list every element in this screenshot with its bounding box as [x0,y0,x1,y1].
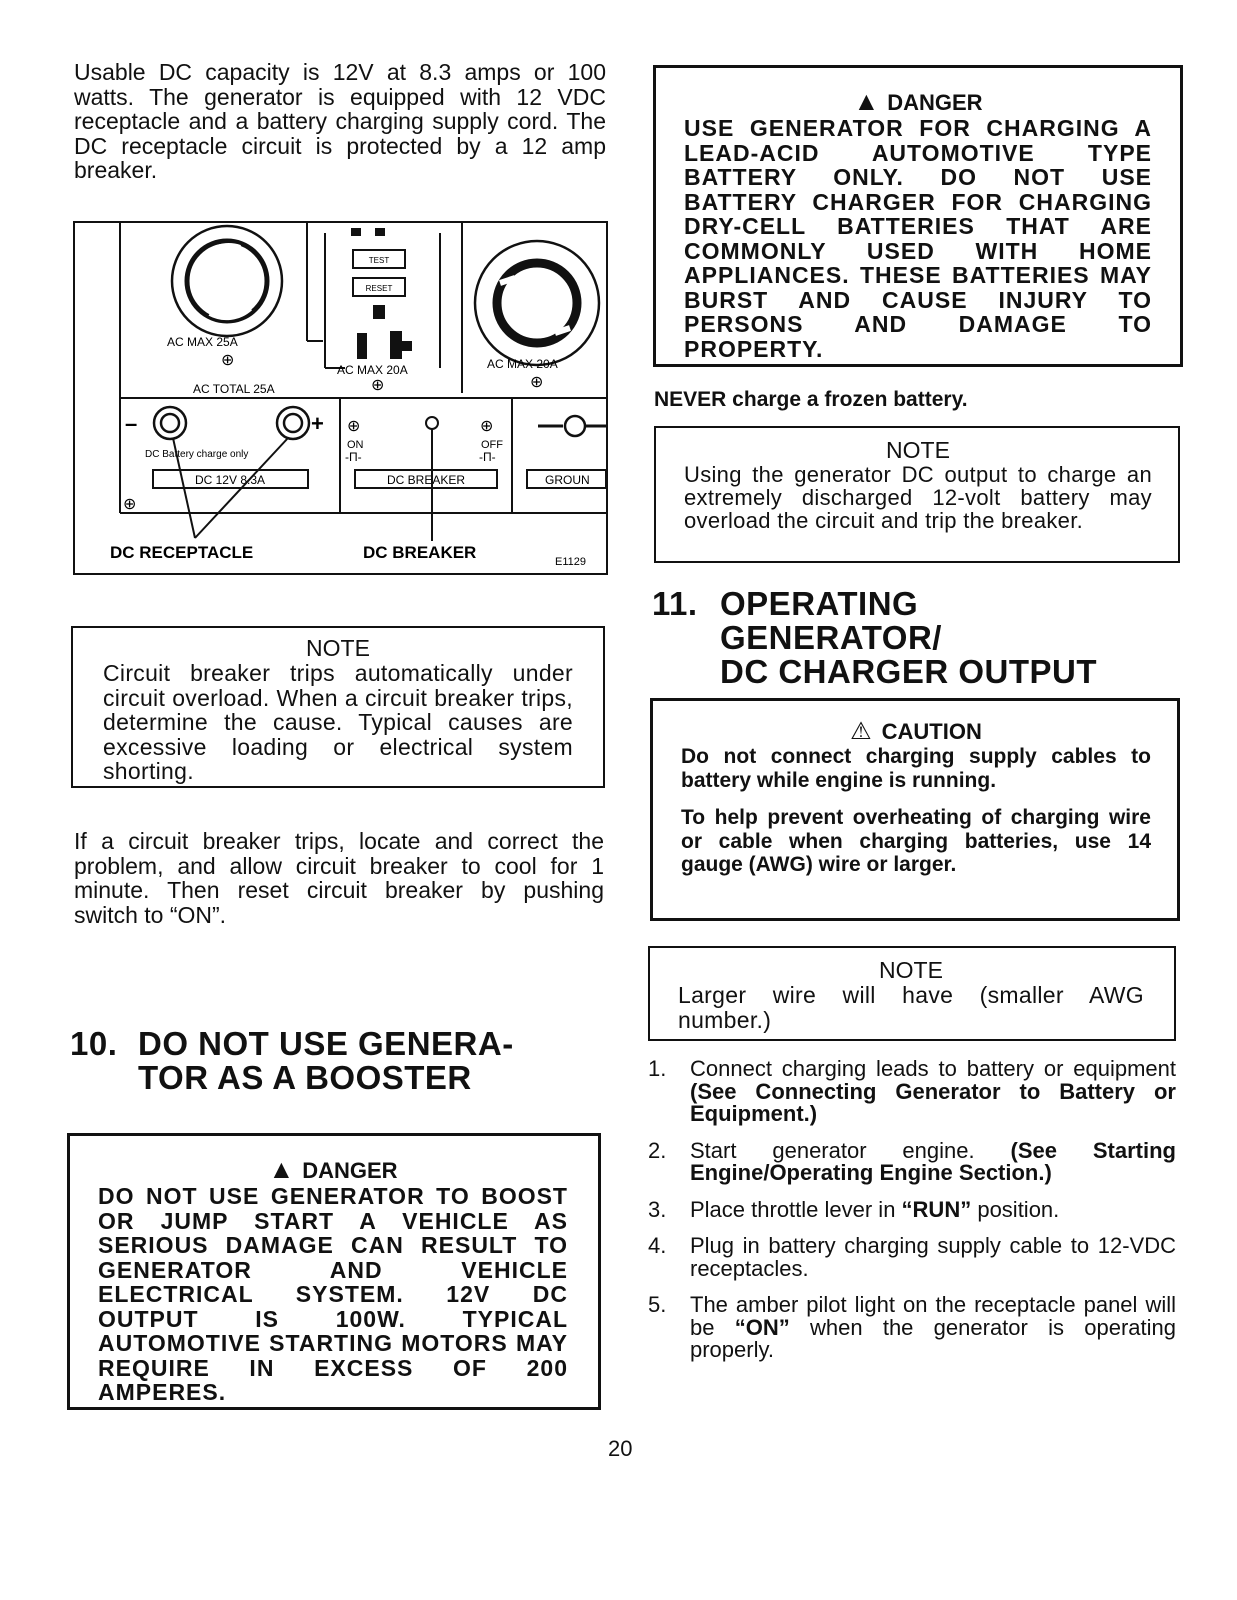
test-button-label: TEST [368,256,390,265]
ac-max-20a-right-label: AC MAX 20A [487,357,558,371]
step-text: position. [971,1196,1060,1222]
section-number: 10. [70,1025,118,1062]
danger-title: ▲ DANGER [853,86,983,116]
intro-paragraph: Usable DC capacity is 12V at 8.3 amps or 100 watts. The generator is equipped with 12 VDC receptacle and a battery charging supply cord. The DC receptacle circuit is protected by a 12 amp breaker. [74,59,606,183]
step-item [648,1235,1176,1280]
svg-text:⊕: ⊕ [480,418,494,435]
step-text: The amber pilot light on the receptacle panel will be [690,1292,1176,1340]
ac-max-25a-label: AC MAX 25A [167,335,238,349]
step-number: 5. [648,1292,667,1317]
step-number: 2. [648,1137,667,1163]
reset-button-label: RESET [365,284,393,293]
gfci-outlet-icon [307,228,440,368]
note-title: NOTE [886,437,950,463]
note-box-breaker [71,626,605,788]
step-text: Start generator engine. [690,1137,1011,1163]
caution-triangle-icon: ⚠ [850,718,872,745]
step-item [648,1196,1176,1222]
ground-plate: GROUN [545,473,590,487]
section-title-line: DO NOT USE GENERA- [138,1025,514,1062]
dc-receptacle-icon [125,407,324,439]
page-number: 20 [608,1436,633,1461]
danger-box-booster [67,1133,601,1410]
svg-text:⊕: ⊕ [371,377,385,394]
dc-12v-plate: DC 12V 8.3A [194,473,266,487]
step-number: 1. [648,1056,667,1081]
step-text: Connect charging leads to battery or equipment [690,1056,1176,1081]
step-bold-text: “RUN” [901,1196,972,1222]
note-text: Circuit breaker trips automatically under circuit overload. When a circuit breaker trips, determine the cause. Typical causes are excessive loading or electrical system shorting. [103,660,573,784]
section-11-heading [652,587,1172,689]
step-item [648,1058,1176,1126]
danger-box-charging [653,65,1183,367]
step-number: 3. [648,1196,667,1222]
step-bold-text: (See Connecting Generator to Battery or Equipment.) [690,1078,1176,1126]
caution-text: Do not connect charging supply cables to battery while engine is running. [681,745,1151,792]
dc-breaker-callout: DC BREAKER [363,543,477,562]
svg-text:⊕: ⊕ [347,418,361,435]
step-bold-text: “ON” [734,1314,790,1340]
note-text: Using the generator DC output to charge an extremely discharged 12-volt battery may overload the circuit and trip the breaker. [684,462,1152,533]
section-title-line: OPERATING [720,585,919,622]
danger-title: ▲ DANGER [268,1154,398,1184]
step-number: 4. [648,1233,667,1258]
receptacle-panel-figure [73,221,608,575]
dc-battery-charge-label: DC Battery charge only [145,449,249,460]
operating-steps-list [648,1058,1176,1376]
section-title-line: GENERATOR/ [720,619,942,656]
note-box-awg [648,946,1176,1041]
ac-receptacle-20a-icon [475,241,599,365]
svg-text:⊕: ⊕ [123,496,137,513]
svg-text:-Π-: -Π- [345,450,362,464]
reset-paragraph: If a circuit breaker trips, locate and correct the problem, and allow circuit breaker to cool for 1 minute. Then reset circuit breaker by pushing switch to “ON”. [74,828,604,928]
note-title: NOTE [879,957,943,983]
svg-text:-Π-: -Π- [479,450,496,464]
note-box-discharged [654,426,1180,563]
ground-terminal-icon [538,416,606,436]
svg-text:+: + [311,411,324,436]
step-bold-text: (See Starting Engine/Operating Engine Section.) [690,1137,1176,1185]
svg-text:⊕: ⊕ [530,374,544,391]
ac-total-label: AC TOTAL 25A [193,382,275,396]
step-item [648,1137,1176,1185]
dc-breaker-plate: DC BREAKER [386,473,466,487]
caution-text: To help prevent overheating of charging wire or cable when charging batteries, use 14 gauge (AWG) wire or larger. [681,806,1151,876]
note-text: Larger wire will have (smaller AWG number.) [678,982,1144,1033]
section-10-heading [70,1027,590,1095]
svg-text:⊕: ⊕ [221,352,235,369]
ac-receptacle-25a-icon [172,226,282,336]
figure-code: E1129 [555,556,586,568]
ac-max-20a-center-label: AC MAX 20A [337,363,408,377]
step-text: Plug in battery charging supply cable to 12-VDC receptacles. [690,1233,1176,1281]
dc-receptacle-callout: DC RECEPTACLE [110,543,254,562]
danger-text: DO NOT USE GENERATOR TO BOOST OR JUMP START A VEHICLE AS SERIOUS DAMAGE CAN RESULT TO GENERATOR AND VEHICLE ELECTRICAL SYSTEM. 12V DC OUTPUT IS 100W. TYPICAL AUTOMOTIVE STARTING MOTORS MAY REQUIRE IN EXCESS OF 200 AMPERES. [98,1183,568,1405]
note-title: NOTE [306,635,370,661]
breaker-off-label: OFF [481,439,503,451]
warning-triangle-icon: ▲ [853,86,880,116]
caution-title: ⚠ CAUTION [850,718,982,745]
danger-text: USE GENERATOR FOR CHARGING A LEAD-ACID AUTOMOTIVE TYPE BATTERY ONLY. DO NOT USE BATTERY CHARGER FOR CHARGING DRY-CELL BATTERIES THAT ARE COMMONLY USED WITH HOME APPLIANCES. THESE BATTERIES MAY BURST AND CAUSE INJURY TO PERSONS AND DAMAGE TO PROPERTY. [684,115,1152,362]
step-text: when the generator is operating properly. [690,1314,1176,1362]
section-number: 11. [652,585,698,622]
section-title-line: DC CHARGER OUTPUT [720,653,1097,690]
step-text: Place throttle lever in [690,1196,902,1222]
caution-box [650,698,1180,921]
breaker-on-label: ON [347,439,364,451]
section-title-line: TOR AS A BOOSTER [138,1059,472,1096]
never-frozen-text: NEVER charge a frozen battery. [654,388,968,411]
warning-triangle-icon: ▲ [268,1154,295,1184]
svg-text:–: – [125,411,138,436]
panel-diagram [75,223,606,573]
step-item [648,1294,1176,1362]
